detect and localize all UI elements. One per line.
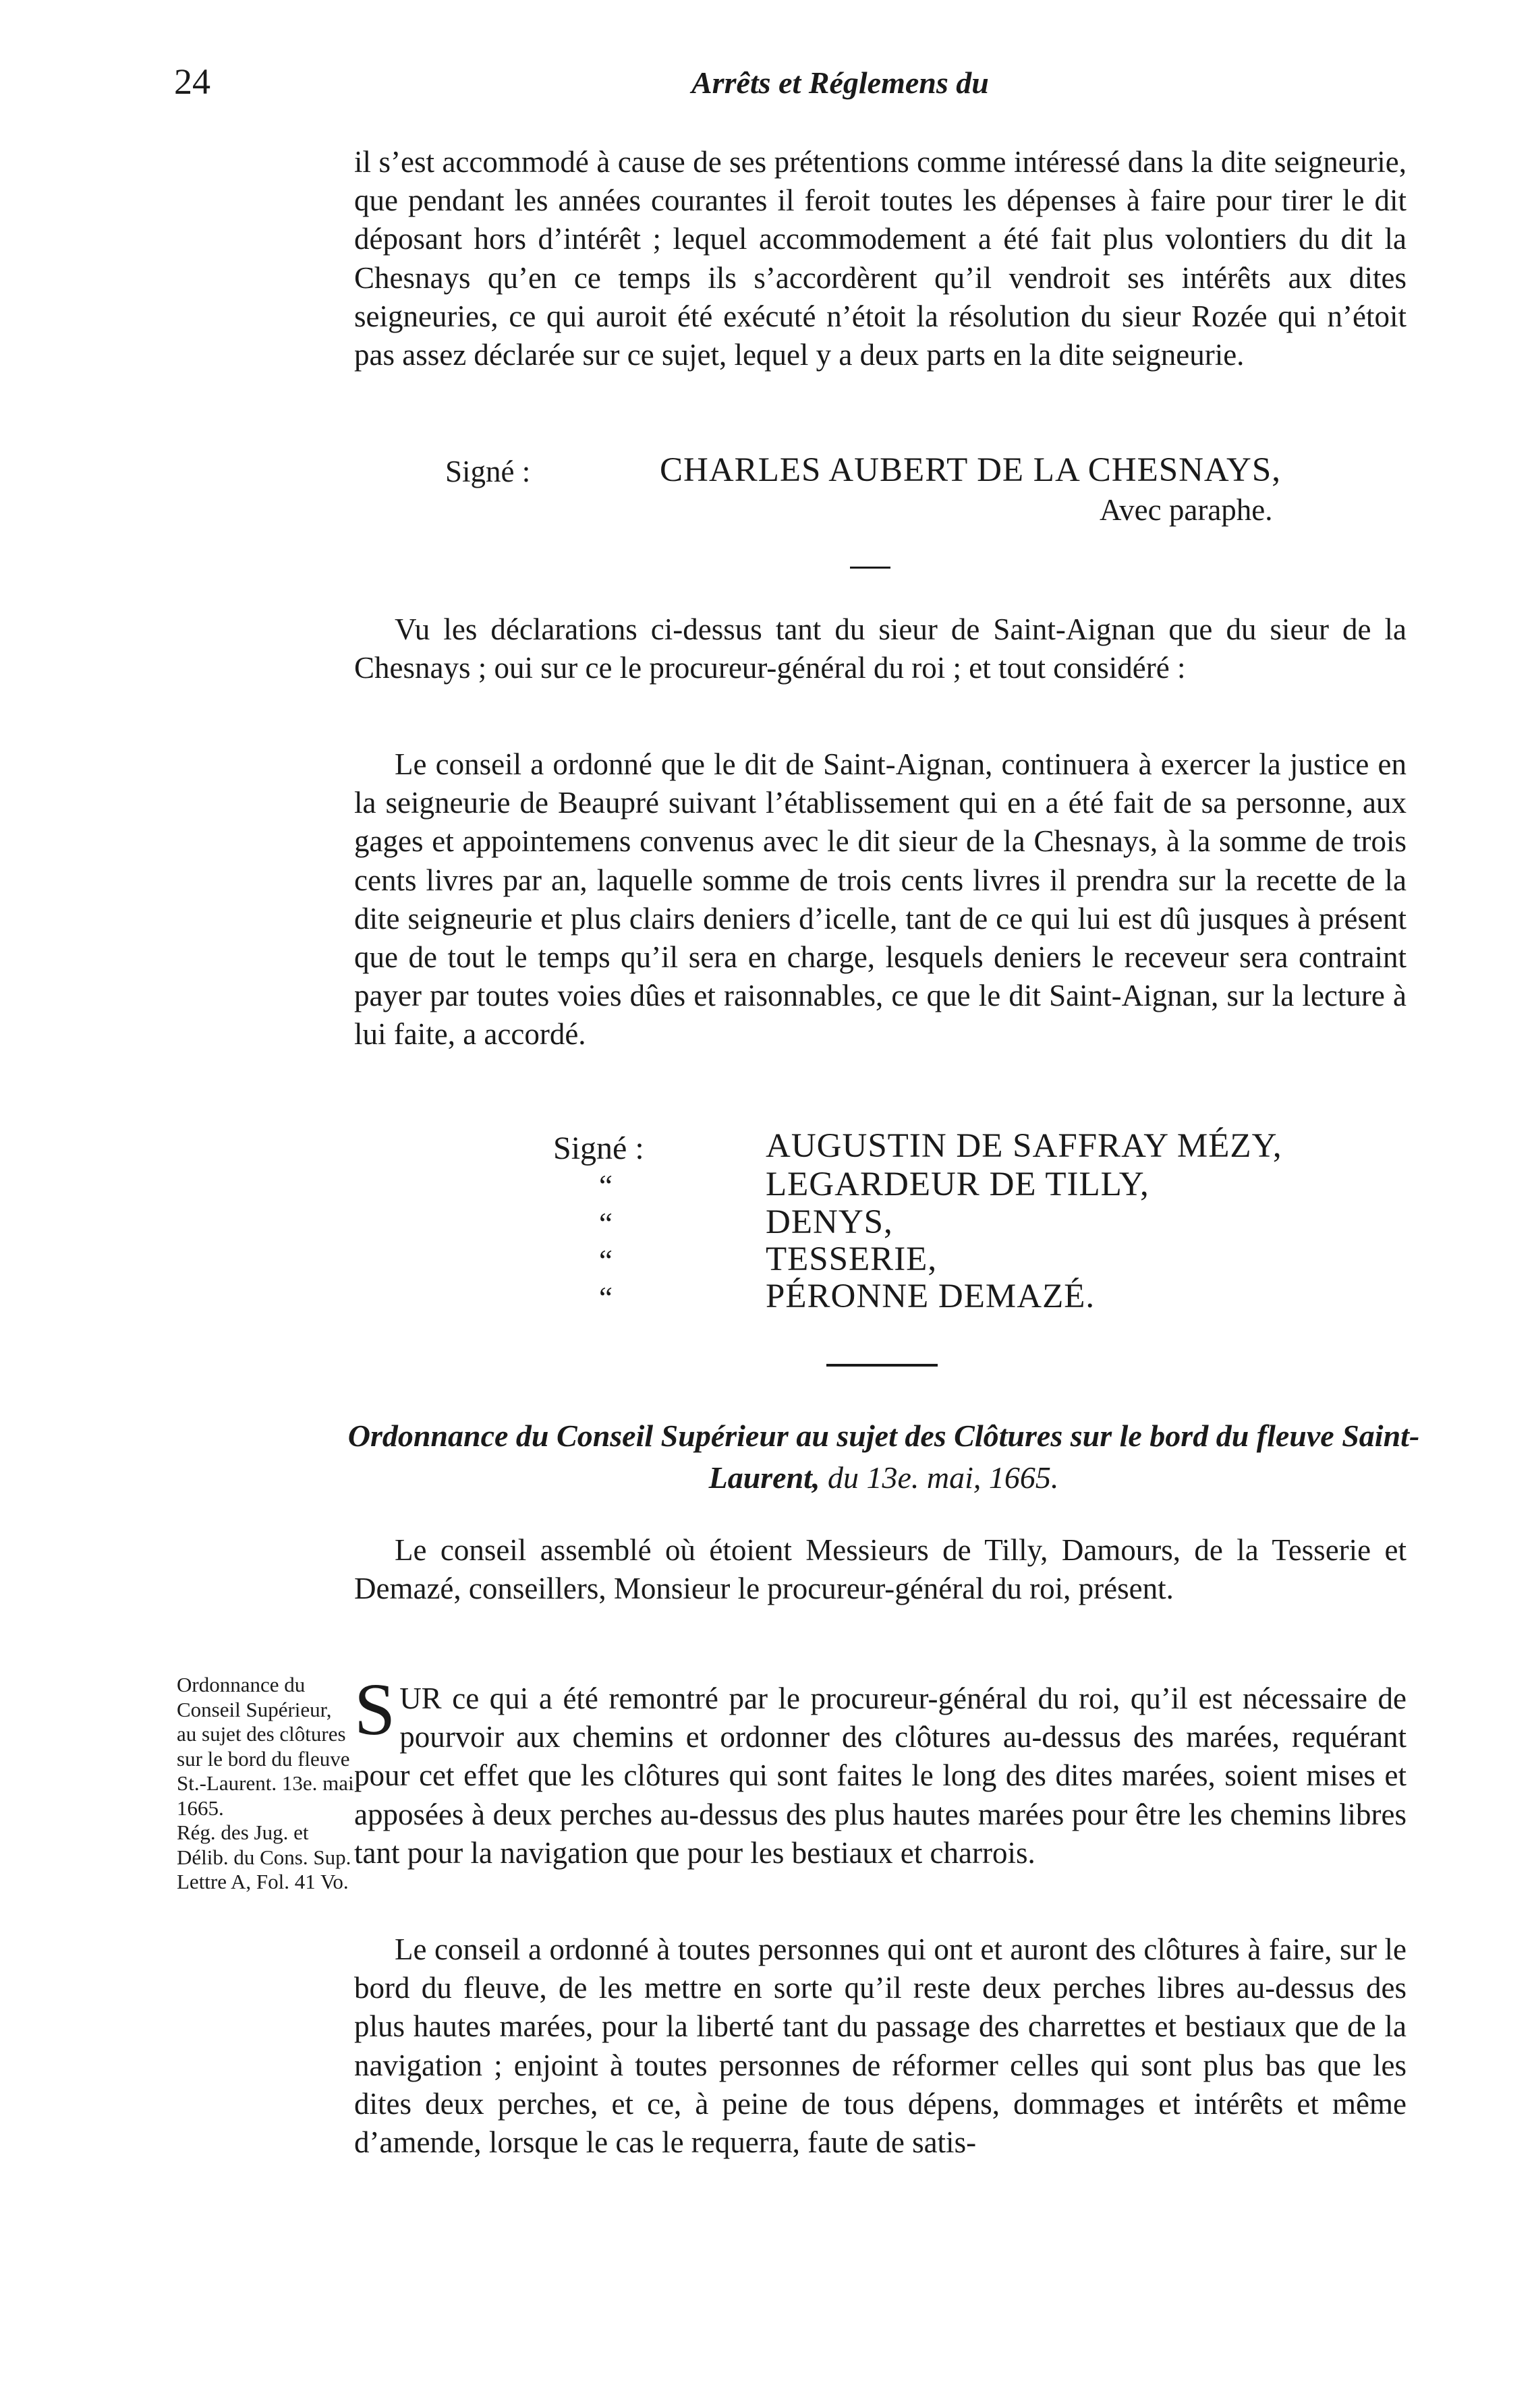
ordonnance-decision-text: Le conseil a ordonné à toutes personnes qui ont et auront des clôtures à faire, sur le bord du fleuve, de les mettre en sorte qu’il reste deux perches libres au-dessus des plus hautes marées, pour la liberté tant du passage des charrettes et bestiaux que de la navigation ; enjoint à toutes personnes de réformer celles qui sont plus bas que les dites deux perches, et ce, à peine de tous dépens, dommages et intérêts et même d’amende, lorsque le cas le requerra, faute de satis-	[354, 1932, 1407, 2160]
signatory-name: TESSERIE,	[766, 1240, 938, 1278]
signatory-name: AUGUSTIN DE SAFFRAY MÉZY,	[766, 1127, 1282, 1165]
vu-paragraph-text: Vu les déclarations ci-dessus tant du sieur de Saint-Aignan que du sieur de la Chesnays ; oui sur ce le procureur-général du roi ; et tout considéré :	[354, 612, 1407, 685]
ordonnance-date: du 13e. mai, 1665.	[827, 1460, 1059, 1495]
ditto-mark: “	[599, 1207, 613, 1240]
margin-note-reference: Rég. des Jug. et Délib. du Cons. Sup. Lettre A, Fol. 41 Vo.	[177, 1821, 351, 1893]
section-divider-short	[850, 567, 890, 569]
margin-note	[177, 1673, 356, 1895]
ordonnance-decision-paragraph	[354, 1930, 1407, 2162]
vu-paragraph	[354, 610, 1407, 687]
signature-name-chesnays: CHARLES AUBERT DE LA CHESNAYS,	[660, 451, 1282, 489]
margin-note-summary: Ordonnance du Conseil Supérieur, au sujet des clôtures sur le bord du fleuve St.-Laurent. 13e. mai 1665.	[177, 1673, 354, 1820]
assembly-paragraph	[354, 1531, 1407, 1608]
signature-paraphe-note: Avec paraphe.	[1100, 493, 1273, 527]
ditto-mark: “	[599, 1244, 613, 1278]
ordonnance-title	[304, 1415, 1464, 1499]
signature-label: Signé :	[445, 455, 531, 488]
signatures-label: Signé :	[553, 1130, 644, 1166]
ordonnance-title-text: Ordonnance du Conseil Supérieur au sujet des Clôtures sur le bord du fleuve Saint-Laurent,	[347, 1418, 1420, 1495]
signatory-name: LEGARDEUR DE TILLY,	[766, 1166, 1149, 1203]
ditto-mark: “	[599, 1281, 613, 1315]
conseil-paragraph	[354, 745, 1407, 1054]
remonstrance-paragraph-text: UR ce qui a été remontré par le procureur-général du roi, qu’il est nécessaire de pourvoir aux chemins et ordonner des clôtures au-dessus des marées, requérant pour cet effet que les clôtures qui sont faites le long des dites marées, soient mises et apposées à deux perches au-dessus des plus hautes marées pour être les chemins libres tant pour la navigation que pour les bestiaux et charrois.	[354, 1682, 1407, 1870]
drop-cap: S	[354, 1668, 396, 1750]
opening-paragraph	[354, 143, 1407, 374]
remonstrance-paragraph	[354, 1668, 1407, 1872]
assembly-paragraph-text: Le conseil assemblé où étoient Messieurs de Tilly, Damours, de la Tesserie et Demazé, conseillers, Monsieur le procureur-général du roi, présent.	[354, 1533, 1407, 1606]
ditto-mark: “	[599, 1169, 613, 1203]
conseil-paragraph-text: Le conseil a ordonné que le dit de Saint-Aignan, continuera à exercer la justice en la seigneurie de Beaupré suivant l’établissement qui en a été fait de sa personne, aux gages et appointemens convenus avec le dit sieur de la Chesnays, à la somme de trois cents livres par an, laquelle somme de trois cents livres il prendra sur la recette de la dite seigneurie et plus clairs deniers d’icelle, tant de ce qui lui est dû jusques à présent que de tout le temps qu’il sera en charge, lesquels deniers le receveur sera contraint payer par toutes voies dûes et raisonnables, ce que le dit Saint-Aignan, sur la lecture à lui faite, a accordé.	[354, 747, 1407, 1052]
signatory-name: DENYS,	[766, 1203, 893, 1241]
opening-paragraph-text: il s’est accommodé à cause de ses prétentions comme intéressé dans la dite seigneurie, que pendant les années courantes il feroit toutes les dépenses à faire pour tirer le dit déposant hors d’intérêt ; lequel accommodement a été fait plus volontiers du dit la Chesnays qu’en ce temps ils s’accordèrent qu’il vendroit ses intérêts aux dites seigneuries, ce qui auroit été exécuté n’étoit la résolution du sieur Rozée qui n’étoit pas assez déclarée sur ce sujet, lequel y a deux parts en la dite seigneurie.	[354, 145, 1407, 372]
section-divider-long	[826, 1364, 938, 1367]
signatory-name: PÉRONNE DEMAZÉ.	[766, 1278, 1096, 1315]
page-number: 24	[174, 61, 210, 102]
running-head: Arrêts et Réglemens du	[691, 65, 989, 100]
